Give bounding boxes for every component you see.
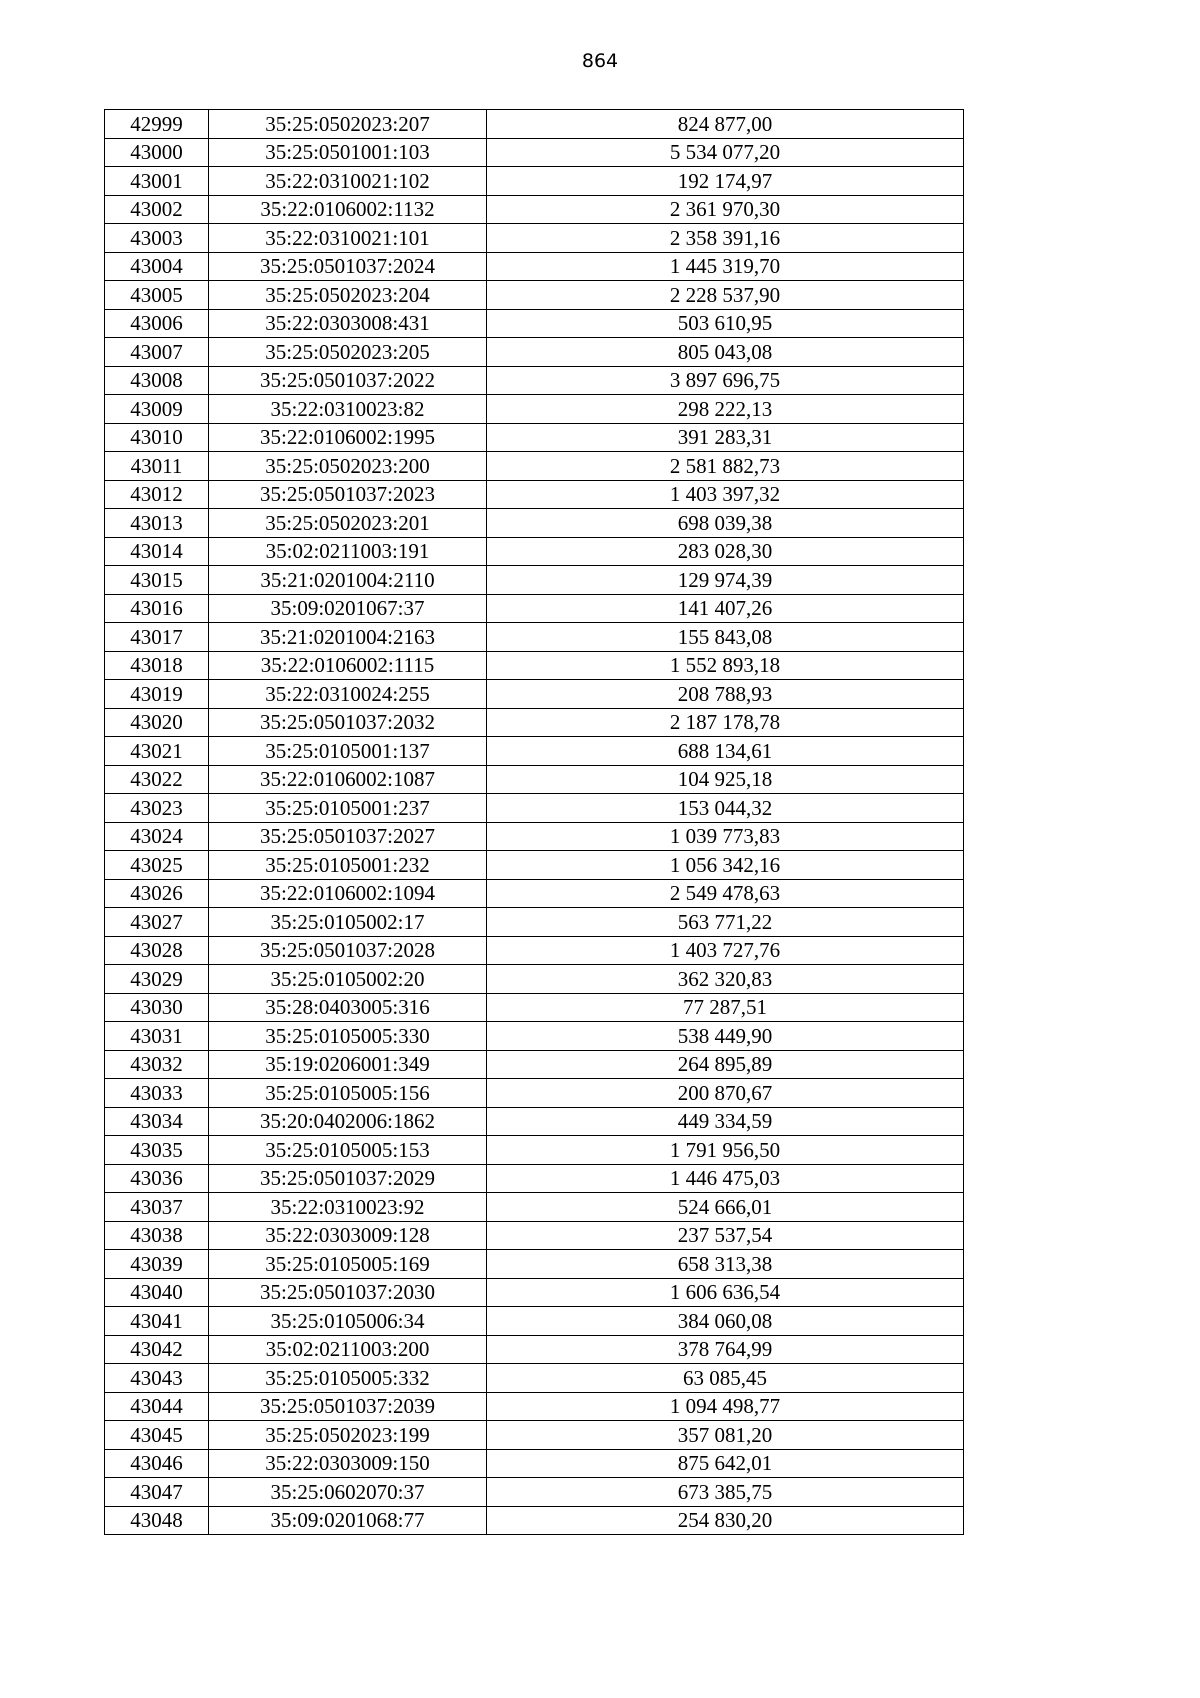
row-number-cell: 43025 (105, 851, 209, 880)
row-number-cell: 43016 (105, 594, 209, 623)
table-row (105, 1478, 964, 1507)
value-cell: 200 870,67 (487, 1079, 964, 1108)
table-row (105, 1050, 964, 1079)
row-number-cell: 43034 (105, 1107, 209, 1136)
value-cell: 192 174,97 (487, 167, 964, 196)
value-cell: 538 449,90 (487, 1022, 964, 1051)
cadastral-number-cell: 35:25:0105002:17 (209, 908, 487, 937)
table-row (105, 1193, 964, 1222)
table-row (105, 879, 964, 908)
value-cell: 129 974,39 (487, 566, 964, 595)
table-row (105, 1506, 964, 1535)
value-cell: 237 537,54 (487, 1221, 964, 1250)
row-number-cell: 43038 (105, 1221, 209, 1250)
table-row (105, 1421, 964, 1450)
table-row (105, 623, 964, 652)
cadastral-number-cell: 35:25:0501037:2032 (209, 708, 487, 737)
row-number-cell: 43015 (105, 566, 209, 595)
table-row (105, 1250, 964, 1279)
value-cell: 384 060,08 (487, 1307, 964, 1336)
cadastral-number-cell: 35:22:0310021:102 (209, 167, 487, 196)
table-row (105, 423, 964, 452)
row-number-cell: 43036 (105, 1164, 209, 1193)
cadastral-number-cell: 35:22:0106002:1132 (209, 195, 487, 224)
row-number-cell: 43004 (105, 252, 209, 281)
cadastral-number-cell: 35:25:0501037:2030 (209, 1278, 487, 1307)
cadastral-number-cell: 35:19:0206001:349 (209, 1050, 487, 1079)
row-number-cell: 43000 (105, 138, 209, 167)
value-cell: 208 788,93 (487, 680, 964, 709)
row-number-cell: 43006 (105, 309, 209, 338)
table-row (105, 1364, 964, 1393)
table-row (105, 537, 964, 566)
row-number-cell: 43008 (105, 366, 209, 395)
value-cell: 1 094 498,77 (487, 1392, 964, 1421)
cadastral-number-cell: 35:09:0201068:77 (209, 1506, 487, 1535)
row-number-cell: 43020 (105, 708, 209, 737)
table-row (105, 338, 964, 367)
cadastral-number-cell: 35:22:0106002:1087 (209, 765, 487, 794)
cadastral-number-cell: 35:02:0211003:200 (209, 1335, 487, 1364)
row-number-cell: 43002 (105, 195, 209, 224)
value-cell: 1 445 319,70 (487, 252, 964, 281)
value-cell: 503 610,95 (487, 309, 964, 338)
table-row (105, 594, 964, 623)
value-cell: 688 134,61 (487, 737, 964, 766)
value-cell: 1 056 342,16 (487, 851, 964, 880)
row-number-cell: 43024 (105, 822, 209, 851)
cadastral-number-cell: 35:25:0502023:199 (209, 1421, 487, 1450)
value-cell: 2 581 882,73 (487, 452, 964, 481)
table-row (105, 452, 964, 481)
cadastral-number-cell: 35:25:0502023:201 (209, 509, 487, 538)
value-cell: 805 043,08 (487, 338, 964, 367)
cadastral-number-cell: 35:22:0310024:255 (209, 680, 487, 709)
value-cell: 824 877,00 (487, 110, 964, 139)
value-cell: 875 642,01 (487, 1449, 964, 1478)
cadastral-number-cell: 35:22:0106002:1094 (209, 879, 487, 908)
row-number-cell: 42999 (105, 110, 209, 139)
table-row (105, 366, 964, 395)
value-cell: 153 044,32 (487, 794, 964, 823)
value-cell: 449 334,59 (487, 1107, 964, 1136)
table-row (105, 1221, 964, 1250)
table-row (105, 195, 964, 224)
value-cell: 104 925,18 (487, 765, 964, 794)
table-row (105, 1022, 964, 1051)
value-cell: 298 222,13 (487, 395, 964, 424)
value-cell: 658 313,38 (487, 1250, 964, 1279)
row-number-cell: 43010 (105, 423, 209, 452)
value-cell: 391 283,31 (487, 423, 964, 452)
table-row (105, 509, 964, 538)
value-cell: 5 534 077,20 (487, 138, 964, 167)
row-number-cell: 43039 (105, 1250, 209, 1279)
row-number-cell: 43048 (105, 1506, 209, 1535)
row-number-cell: 43028 (105, 936, 209, 965)
value-cell: 283 028,30 (487, 537, 964, 566)
table-row (105, 822, 964, 851)
value-cell: 63 085,45 (487, 1364, 964, 1393)
table-row (105, 1164, 964, 1193)
value-cell: 155 843,08 (487, 623, 964, 652)
table-row (105, 851, 964, 880)
value-cell: 1 403 397,32 (487, 480, 964, 509)
table-body (105, 110, 964, 1535)
row-number-cell: 43019 (105, 680, 209, 709)
cadastral-number-cell: 35:25:0105005:330 (209, 1022, 487, 1051)
value-cell: 673 385,75 (487, 1478, 964, 1507)
table-row (105, 224, 964, 253)
table-row (105, 281, 964, 310)
cadastral-number-cell: 35:25:0105001:237 (209, 794, 487, 823)
table-row (105, 651, 964, 680)
row-number-cell: 43013 (105, 509, 209, 538)
cadastral-number-cell: 35:21:0201004:2163 (209, 623, 487, 652)
table-row (105, 936, 964, 965)
table-row (105, 1335, 964, 1364)
cadastral-number-cell: 35:25:0502023:204 (209, 281, 487, 310)
cadastral-number-cell: 35:22:0303009:128 (209, 1221, 487, 1250)
page-number: 864 (581, 50, 619, 72)
row-number-cell: 43011 (105, 452, 209, 481)
table-row (105, 395, 964, 424)
value-cell: 1 552 893,18 (487, 651, 964, 680)
row-number-cell: 43030 (105, 993, 209, 1022)
row-number-cell: 43033 (105, 1079, 209, 1108)
row-number-cell: 43022 (105, 765, 209, 794)
value-cell: 1 403 727,76 (487, 936, 964, 965)
cadastral-number-cell: 35:25:0501037:2024 (209, 252, 487, 281)
cadastral-number-cell: 35:25:0501037:2029 (209, 1164, 487, 1193)
row-number-cell: 43026 (105, 879, 209, 908)
value-cell: 378 764,99 (487, 1335, 964, 1364)
cadastral-number-cell: 35:25:0105001:137 (209, 737, 487, 766)
row-number-cell: 43032 (105, 1050, 209, 1079)
cadastral-number-cell: 35:21:0201004:2110 (209, 566, 487, 595)
table-row (105, 908, 964, 937)
table-row (105, 1449, 964, 1478)
row-number-cell: 43018 (105, 651, 209, 680)
value-cell: 254 830,20 (487, 1506, 964, 1535)
table-row (105, 965, 964, 994)
table-row (105, 1136, 964, 1165)
cadastral-number-cell: 35:20:0402006:1862 (209, 1107, 487, 1136)
cadastral-number-cell: 35:25:0501037:2039 (209, 1392, 487, 1421)
table-row (105, 309, 964, 338)
cadastral-number-cell: 35:25:0501037:2028 (209, 936, 487, 965)
table-row (105, 1079, 964, 1108)
row-number-cell: 43045 (105, 1421, 209, 1450)
table-row (105, 566, 964, 595)
table-row (105, 708, 964, 737)
row-number-cell: 43001 (105, 167, 209, 196)
cadastral-number-cell: 35:25:0105005:153 (209, 1136, 487, 1165)
value-cell: 2 361 970,30 (487, 195, 964, 224)
cadastral-number-cell: 35:25:0502023:200 (209, 452, 487, 481)
value-cell: 1 039 773,83 (487, 822, 964, 851)
row-number-cell: 43003 (105, 224, 209, 253)
row-number-cell: 43044 (105, 1392, 209, 1421)
cadastral-number-cell: 35:22:0310021:101 (209, 224, 487, 253)
cadastral-number-cell: 35:25:0105005:332 (209, 1364, 487, 1393)
value-cell: 362 320,83 (487, 965, 964, 994)
cadastral-number-cell: 35:25:0501001:103 (209, 138, 487, 167)
cadastral-number-cell: 35:25:0105005:156 (209, 1079, 487, 1108)
row-number-cell: 43009 (105, 395, 209, 424)
table-row (105, 167, 964, 196)
table-row (105, 480, 964, 509)
value-cell: 1 606 636,54 (487, 1278, 964, 1307)
value-cell: 524 666,01 (487, 1193, 964, 1222)
row-number-cell: 43042 (105, 1335, 209, 1364)
row-number-cell: 43021 (105, 737, 209, 766)
value-cell: 2 228 537,90 (487, 281, 964, 310)
cadastral-number-cell: 35:22:0106002:1995 (209, 423, 487, 452)
table-row (105, 737, 964, 766)
row-number-cell: 43043 (105, 1364, 209, 1393)
value-cell: 2 358 391,16 (487, 224, 964, 253)
row-number-cell: 43012 (105, 480, 209, 509)
table-row (105, 1107, 964, 1136)
row-number-cell: 43040 (105, 1278, 209, 1307)
cadastral-number-cell: 35:22:0303008:431 (209, 309, 487, 338)
table-row (105, 1392, 964, 1421)
table-row (105, 794, 964, 823)
cadastral-number-cell: 35:25:0105002:20 (209, 965, 487, 994)
value-cell: 2 187 178,78 (487, 708, 964, 737)
value-cell: 357 081,20 (487, 1421, 964, 1450)
value-cell: 1 446 475,03 (487, 1164, 964, 1193)
table-row (105, 1278, 964, 1307)
cadastral-number-cell: 35:22:0303009:150 (209, 1449, 487, 1478)
cadastral-number-cell: 35:25:0105001:232 (209, 851, 487, 880)
cadastral-number-cell: 35:28:0403005:316 (209, 993, 487, 1022)
row-number-cell: 43031 (105, 1022, 209, 1051)
cadastral-number-cell: 35:25:0501037:2023 (209, 480, 487, 509)
cadastral-number-cell: 35:25:0502023:207 (209, 110, 487, 139)
table-row (105, 138, 964, 167)
value-cell: 2 549 478,63 (487, 879, 964, 908)
row-number-cell: 43047 (105, 1478, 209, 1507)
row-number-cell: 43014 (105, 537, 209, 566)
row-number-cell: 43007 (105, 338, 209, 367)
table-row (105, 680, 964, 709)
data-table (104, 109, 964, 1535)
cadastral-number-cell: 35:25:0501037:2027 (209, 822, 487, 851)
row-number-cell: 43017 (105, 623, 209, 652)
value-cell: 264 895,89 (487, 1050, 964, 1079)
cadastral-number-cell: 35:25:0105005:169 (209, 1250, 487, 1279)
value-cell: 77 287,51 (487, 993, 964, 1022)
row-number-cell: 43041 (105, 1307, 209, 1336)
table-row (105, 252, 964, 281)
cadastral-number-cell: 35:22:0106002:1115 (209, 651, 487, 680)
row-number-cell: 43029 (105, 965, 209, 994)
cadastral-number-cell: 35:22:0310023:82 (209, 395, 487, 424)
cadastral-number-cell: 35:25:0502023:205 (209, 338, 487, 367)
table-row (105, 993, 964, 1022)
row-number-cell: 43046 (105, 1449, 209, 1478)
table-row (105, 1307, 964, 1336)
cadastral-number-cell: 35:09:0201067:37 (209, 594, 487, 623)
cadastral-number-cell: 35:25:0602070:37 (209, 1478, 487, 1507)
cadastral-number-cell: 35:25:0501037:2022 (209, 366, 487, 395)
cadastral-number-cell: 35:22:0310023:92 (209, 1193, 487, 1222)
value-cell: 3 897 696,75 (487, 366, 964, 395)
cadastral-number-cell: 35:02:0211003:191 (209, 537, 487, 566)
value-cell: 141 407,26 (487, 594, 964, 623)
table-row (105, 765, 964, 794)
row-number-cell: 43037 (105, 1193, 209, 1222)
row-number-cell: 43023 (105, 794, 209, 823)
cadastral-number-cell: 35:25:0105006:34 (209, 1307, 487, 1336)
value-cell: 1 791 956,50 (487, 1136, 964, 1165)
value-cell: 698 039,38 (487, 509, 964, 538)
table-row (105, 110, 964, 139)
row-number-cell: 43035 (105, 1136, 209, 1165)
row-number-cell: 43005 (105, 281, 209, 310)
value-cell: 563 771,22 (487, 908, 964, 937)
row-number-cell: 43027 (105, 908, 209, 937)
